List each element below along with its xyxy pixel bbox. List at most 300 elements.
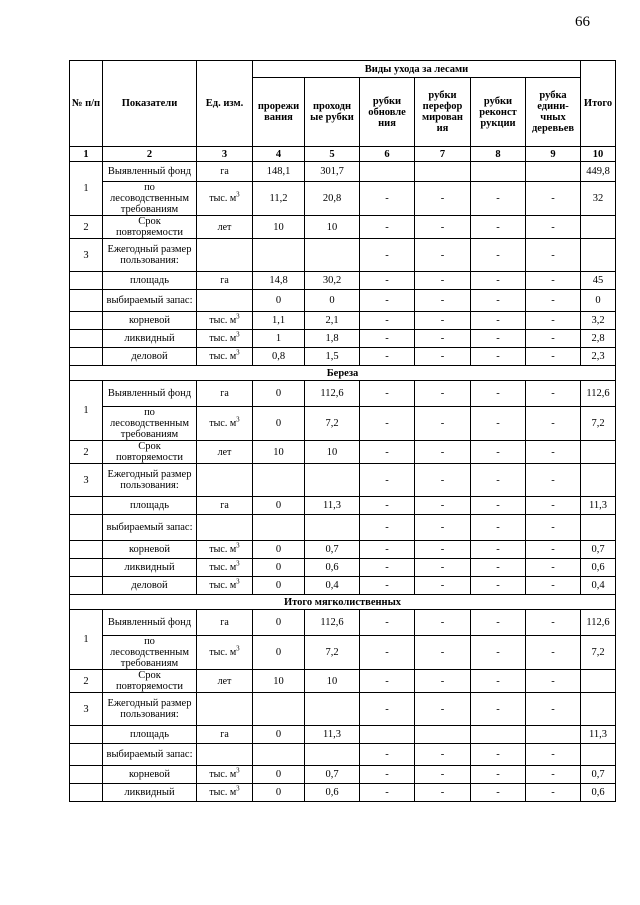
- row-value: -: [360, 497, 415, 515]
- row-value: -: [415, 330, 471, 348]
- row-value: 10: [253, 441, 305, 464]
- row-value: 30,2: [305, 272, 360, 290]
- row-value: -: [415, 559, 471, 577]
- table-row: [70, 784, 616, 802]
- row-value: -: [471, 636, 526, 670]
- row-value: [305, 693, 360, 726]
- row-value: -: [471, 381, 526, 407]
- table-row: [70, 330, 616, 348]
- row-number: 2: [70, 670, 103, 693]
- unit-text: тыс. м: [209, 580, 237, 591]
- unit-superscript: 3: [236, 559, 240, 568]
- row-value: -: [415, 636, 471, 670]
- row-value: 1: [253, 330, 305, 348]
- row-value: 1,8: [305, 330, 360, 348]
- row-value: -: [471, 541, 526, 559]
- unit-text: тыс. м: [209, 315, 237, 326]
- row-indicator: Выявленный фонд: [103, 381, 197, 407]
- row-unit: [197, 312, 253, 330]
- row-value: -: [415, 239, 471, 272]
- row-value: 10: [305, 216, 360, 239]
- unit-superscript: 3: [236, 330, 240, 339]
- row-value: -: [360, 441, 415, 464]
- row-total: 32: [581, 182, 616, 216]
- row-unit: [197, 577, 253, 595]
- row-value: [360, 162, 415, 182]
- row-value: -: [471, 272, 526, 290]
- row-indicator: по лесоводственным требованиям: [103, 182, 197, 216]
- row-number: 1: [70, 162, 103, 216]
- col-number: 10: [581, 147, 616, 162]
- col-number: 9: [526, 147, 581, 162]
- row-value: -: [526, 784, 581, 802]
- col-number: 4: [253, 147, 305, 162]
- row-value: [305, 464, 360, 497]
- row-number: [70, 559, 103, 577]
- row-value: -: [526, 312, 581, 330]
- row-total: [581, 216, 616, 239]
- row-value: -: [415, 441, 471, 464]
- row-value: 148,1: [253, 162, 305, 182]
- row-value: -: [471, 515, 526, 541]
- row-value: [415, 726, 471, 744]
- row-unit: [197, 784, 253, 802]
- row-value: -: [360, 348, 415, 366]
- row-unit: [197, 407, 253, 441]
- row-value: -: [471, 312, 526, 330]
- unit-text: тыс. м: [209, 787, 237, 798]
- row-value: 0: [253, 381, 305, 407]
- row-unit: [197, 693, 253, 726]
- row-value: -: [526, 766, 581, 784]
- row-value: -: [471, 441, 526, 464]
- row-value: -: [360, 312, 415, 330]
- row-value: -: [415, 407, 471, 441]
- row-value: -: [415, 216, 471, 239]
- row-number: 2: [70, 216, 103, 239]
- table-row: [70, 541, 616, 559]
- row-value: 14,8: [253, 272, 305, 290]
- table-row: [70, 559, 616, 577]
- row-value: -: [471, 670, 526, 693]
- row-value: -: [415, 290, 471, 312]
- row-value: -: [526, 216, 581, 239]
- row-number: [70, 330, 103, 348]
- row-value: 11,2: [253, 182, 305, 216]
- row-unit: [197, 290, 253, 312]
- unit-superscript: 3: [236, 644, 240, 653]
- row-value: -: [471, 766, 526, 784]
- row-unit: лет: [197, 670, 253, 693]
- row-indicator: Ежегодный размер пользования:: [103, 239, 197, 272]
- row-value: [471, 162, 526, 182]
- row-number: 3: [70, 239, 103, 272]
- table-row: [70, 636, 616, 670]
- row-unit: [197, 330, 253, 348]
- row-value: 10: [253, 670, 305, 693]
- row-total: 0,6: [581, 784, 616, 802]
- row-total: 11,3: [581, 497, 616, 515]
- table-row: [70, 216, 616, 239]
- header-type: проходн ые рубки: [305, 78, 360, 147]
- row-value: -: [526, 559, 581, 577]
- header-type: рубка едини- чных деревьев: [526, 78, 581, 147]
- row-indicator: площадь: [103, 497, 197, 515]
- row-indicator: корневой: [103, 312, 197, 330]
- row-value: 11,3: [305, 726, 360, 744]
- row-value: 0: [253, 766, 305, 784]
- row-value: -: [526, 497, 581, 515]
- row-value: 301,7: [305, 162, 360, 182]
- row-unit: га: [197, 162, 253, 182]
- unit-superscript: 3: [236, 348, 240, 357]
- row-unit: [197, 239, 253, 272]
- row-indicator: Срок повторяемости: [103, 441, 197, 464]
- row-value: -: [415, 182, 471, 216]
- table-row: [70, 464, 616, 497]
- row-value: -: [526, 407, 581, 441]
- row-value: -: [526, 610, 581, 636]
- header-type: рубки реконст рукции: [471, 78, 526, 147]
- col-number: 6: [360, 147, 415, 162]
- section-row: [70, 366, 616, 381]
- row-value: -: [415, 766, 471, 784]
- header-type: рубки перефор мирован ия: [415, 78, 471, 147]
- row-value: -: [415, 744, 471, 766]
- row-value: -: [471, 330, 526, 348]
- table-row: [70, 312, 616, 330]
- row-total: 2,8: [581, 330, 616, 348]
- row-value: [305, 515, 360, 541]
- row-number: [70, 744, 103, 766]
- row-value: -: [360, 407, 415, 441]
- row-value: -: [471, 744, 526, 766]
- row-value: 0,8: [253, 348, 305, 366]
- row-value: 0: [253, 407, 305, 441]
- table-row: [70, 381, 616, 407]
- row-unit: [197, 541, 253, 559]
- row-indicator: Срок повторяемости: [103, 670, 197, 693]
- row-value: -: [415, 577, 471, 595]
- row-value: 112,6: [305, 381, 360, 407]
- row-value: -: [471, 693, 526, 726]
- header-type: рубки обновле ния: [360, 78, 415, 147]
- table-row: [70, 515, 616, 541]
- row-total: [581, 670, 616, 693]
- row-value: -: [471, 407, 526, 441]
- row-value: -: [471, 559, 526, 577]
- row-value: -: [471, 182, 526, 216]
- row-value: -: [526, 381, 581, 407]
- row-value: -: [360, 464, 415, 497]
- row-indicator: Выявленный фонд: [103, 610, 197, 636]
- row-value: -: [360, 381, 415, 407]
- section-title: Итого мягколиственных: [70, 595, 616, 610]
- row-total: [581, 464, 616, 497]
- table-row: [70, 348, 616, 366]
- row-total: 11,3: [581, 726, 616, 744]
- col-number: 5: [305, 147, 360, 162]
- row-indicator: деловой: [103, 577, 197, 595]
- col-number: 2: [103, 147, 197, 162]
- section-title: Береза: [70, 366, 616, 381]
- row-value: -: [415, 272, 471, 290]
- row-total: 0: [581, 290, 616, 312]
- row-value: -: [415, 381, 471, 407]
- col-number: 3: [197, 147, 253, 162]
- row-total: 7,2: [581, 407, 616, 441]
- row-value: -: [415, 497, 471, 515]
- row-total: 3,2: [581, 312, 616, 330]
- row-unit: га: [197, 726, 253, 744]
- row-indicator: Ежегодный размер пользования:: [103, 693, 197, 726]
- row-value: -: [526, 541, 581, 559]
- row-value: -: [360, 330, 415, 348]
- row-value: -: [360, 541, 415, 559]
- row-value: 1,5: [305, 348, 360, 366]
- row-total: [581, 441, 616, 464]
- row-value: -: [526, 464, 581, 497]
- row-unit: [197, 636, 253, 670]
- row-value: -: [360, 610, 415, 636]
- row-value: 1,1: [253, 312, 305, 330]
- row-value: -: [360, 744, 415, 766]
- row-value: 112,6: [305, 610, 360, 636]
- table-row: [70, 577, 616, 595]
- table-row: [70, 670, 616, 693]
- row-value: -: [471, 216, 526, 239]
- row-value: -: [360, 670, 415, 693]
- row-number: 1: [70, 610, 103, 670]
- row-unit: [197, 182, 253, 216]
- row-value: 0: [253, 559, 305, 577]
- row-value: -: [360, 577, 415, 595]
- row-value: -: [526, 239, 581, 272]
- header-indicators: Показатели: [103, 61, 197, 147]
- row-value: -: [415, 541, 471, 559]
- row-indicator: корневой: [103, 766, 197, 784]
- row-value: -: [471, 610, 526, 636]
- section-row: [70, 595, 616, 610]
- row-value: [253, 515, 305, 541]
- unit-text: тыс. м: [209, 544, 237, 555]
- row-value: 20,8: [305, 182, 360, 216]
- row-value: -: [415, 464, 471, 497]
- row-value: -: [360, 515, 415, 541]
- row-value: 0: [253, 636, 305, 670]
- row-value: [360, 726, 415, 744]
- row-total: 0,7: [581, 766, 616, 784]
- row-value: [305, 239, 360, 272]
- row-value: 7,2: [305, 636, 360, 670]
- row-value: 0,6: [305, 559, 360, 577]
- row-value: [253, 239, 305, 272]
- row-value: -: [526, 693, 581, 726]
- row-indicator: выбираемый запас:: [103, 515, 197, 541]
- row-unit: га: [197, 381, 253, 407]
- row-total: [581, 693, 616, 726]
- unit-superscript: 3: [236, 312, 240, 321]
- table-row: [70, 497, 616, 515]
- row-number: 1: [70, 381, 103, 441]
- unit-superscript: 3: [236, 784, 240, 793]
- row-value: 0: [253, 610, 305, 636]
- row-unit: [197, 348, 253, 366]
- row-indicator: площадь: [103, 726, 197, 744]
- header-care-types: Виды ухода за лесами: [253, 61, 581, 78]
- table-row: [70, 744, 616, 766]
- unit-text: тыс. м: [209, 647, 237, 658]
- unit-superscript: 3: [236, 577, 240, 586]
- row-unit: [197, 515, 253, 541]
- row-value: 0,6: [305, 784, 360, 802]
- row-indicator: корневой: [103, 541, 197, 559]
- row-indicator: ликвидный: [103, 784, 197, 802]
- row-unit: [197, 744, 253, 766]
- row-value: [471, 726, 526, 744]
- unit-text: тыс. м: [209, 351, 237, 362]
- row-value: [526, 726, 581, 744]
- row-value: -: [526, 744, 581, 766]
- row-unit: [197, 559, 253, 577]
- row-value: [415, 162, 471, 182]
- col-number: 1: [70, 147, 103, 162]
- row-value: -: [526, 636, 581, 670]
- row-value: 7,2: [305, 407, 360, 441]
- row-value: -: [415, 610, 471, 636]
- unit-superscript: 3: [236, 541, 240, 550]
- row-value: 0,4: [305, 577, 360, 595]
- row-unit: лет: [197, 216, 253, 239]
- row-value: 10: [253, 216, 305, 239]
- row-value: 11,3: [305, 497, 360, 515]
- row-value: -: [526, 290, 581, 312]
- page-number: 66: [575, 14, 590, 30]
- row-number: [70, 272, 103, 290]
- row-unit: га: [197, 497, 253, 515]
- row-value: -: [471, 239, 526, 272]
- row-number: 2: [70, 441, 103, 464]
- row-indicator: по лесоводственным требованиям: [103, 407, 197, 441]
- row-value: [253, 693, 305, 726]
- unit-superscript: 3: [236, 190, 240, 199]
- row-total: 45: [581, 272, 616, 290]
- row-unit: [197, 766, 253, 784]
- row-number: [70, 784, 103, 802]
- row-value: -: [415, 693, 471, 726]
- row-number: [70, 348, 103, 366]
- row-value: 0: [253, 726, 305, 744]
- col-number: 8: [471, 147, 526, 162]
- table-row: [70, 726, 616, 744]
- table-row: [70, 162, 616, 182]
- unit-superscript: 3: [236, 415, 240, 424]
- row-number: [70, 577, 103, 595]
- row-total: 0,7: [581, 541, 616, 559]
- row-value: 0: [253, 497, 305, 515]
- table-row: [70, 766, 616, 784]
- row-value: -: [526, 515, 581, 541]
- row-unit: га: [197, 272, 253, 290]
- row-value: 10: [305, 441, 360, 464]
- row-number: 3: [70, 693, 103, 726]
- row-indicator: по лесоводственным требованиям: [103, 636, 197, 670]
- row-value: 0: [253, 290, 305, 312]
- col-number: 7: [415, 147, 471, 162]
- row-value: -: [415, 784, 471, 802]
- table-row: [70, 239, 616, 272]
- table-row: [70, 290, 616, 312]
- table-row: [70, 693, 616, 726]
- row-value: -: [415, 670, 471, 693]
- unit-text: тыс. м: [209, 418, 237, 429]
- row-number: [70, 766, 103, 784]
- row-number: [70, 497, 103, 515]
- table-row: [70, 610, 616, 636]
- row-value: -: [471, 784, 526, 802]
- unit-superscript: 3: [236, 766, 240, 775]
- header-unit: Ед. изм.: [197, 61, 253, 147]
- row-total: [581, 744, 616, 766]
- row-indicator: Срок повторяемости: [103, 216, 197, 239]
- row-total: 0,6: [581, 559, 616, 577]
- row-indicator: Выявленный фонд: [103, 162, 197, 182]
- row-value: 0,7: [305, 541, 360, 559]
- row-total: 2,3: [581, 348, 616, 366]
- row-value: 0: [253, 577, 305, 595]
- row-value: -: [415, 312, 471, 330]
- row-value: -: [471, 464, 526, 497]
- table-row: [70, 272, 616, 290]
- row-value: 0: [305, 290, 360, 312]
- row-value: [526, 162, 581, 182]
- row-value: -: [415, 515, 471, 541]
- row-value: -: [360, 216, 415, 239]
- row-value: -: [471, 290, 526, 312]
- row-value: -: [526, 441, 581, 464]
- row-value: 10: [305, 670, 360, 693]
- header-num: № п/п: [70, 61, 103, 147]
- row-value: -: [360, 272, 415, 290]
- row-total: 449,8: [581, 162, 616, 182]
- row-value: -: [526, 348, 581, 366]
- row-value: -: [526, 272, 581, 290]
- row-value: -: [526, 670, 581, 693]
- row-value: -: [415, 348, 471, 366]
- row-value: -: [360, 290, 415, 312]
- row-total: 112,6: [581, 610, 616, 636]
- row-value: -: [471, 497, 526, 515]
- row-total: [581, 515, 616, 541]
- row-value: -: [360, 239, 415, 272]
- row-value: [253, 464, 305, 497]
- row-value: -: [360, 559, 415, 577]
- row-number: [70, 726, 103, 744]
- row-value: -: [360, 636, 415, 670]
- row-unit: га: [197, 610, 253, 636]
- row-indicator: ликвидный: [103, 559, 197, 577]
- unit-text: тыс. м: [209, 333, 237, 344]
- row-value: -: [360, 784, 415, 802]
- row-indicator: Ежегодный размер пользования:: [103, 464, 197, 497]
- row-number: [70, 290, 103, 312]
- table-row: [70, 182, 616, 216]
- header-total: Итого: [581, 61, 616, 147]
- row-value: -: [471, 577, 526, 595]
- row-value: 0: [253, 541, 305, 559]
- row-value: 2,1: [305, 312, 360, 330]
- row-value: 0,7: [305, 766, 360, 784]
